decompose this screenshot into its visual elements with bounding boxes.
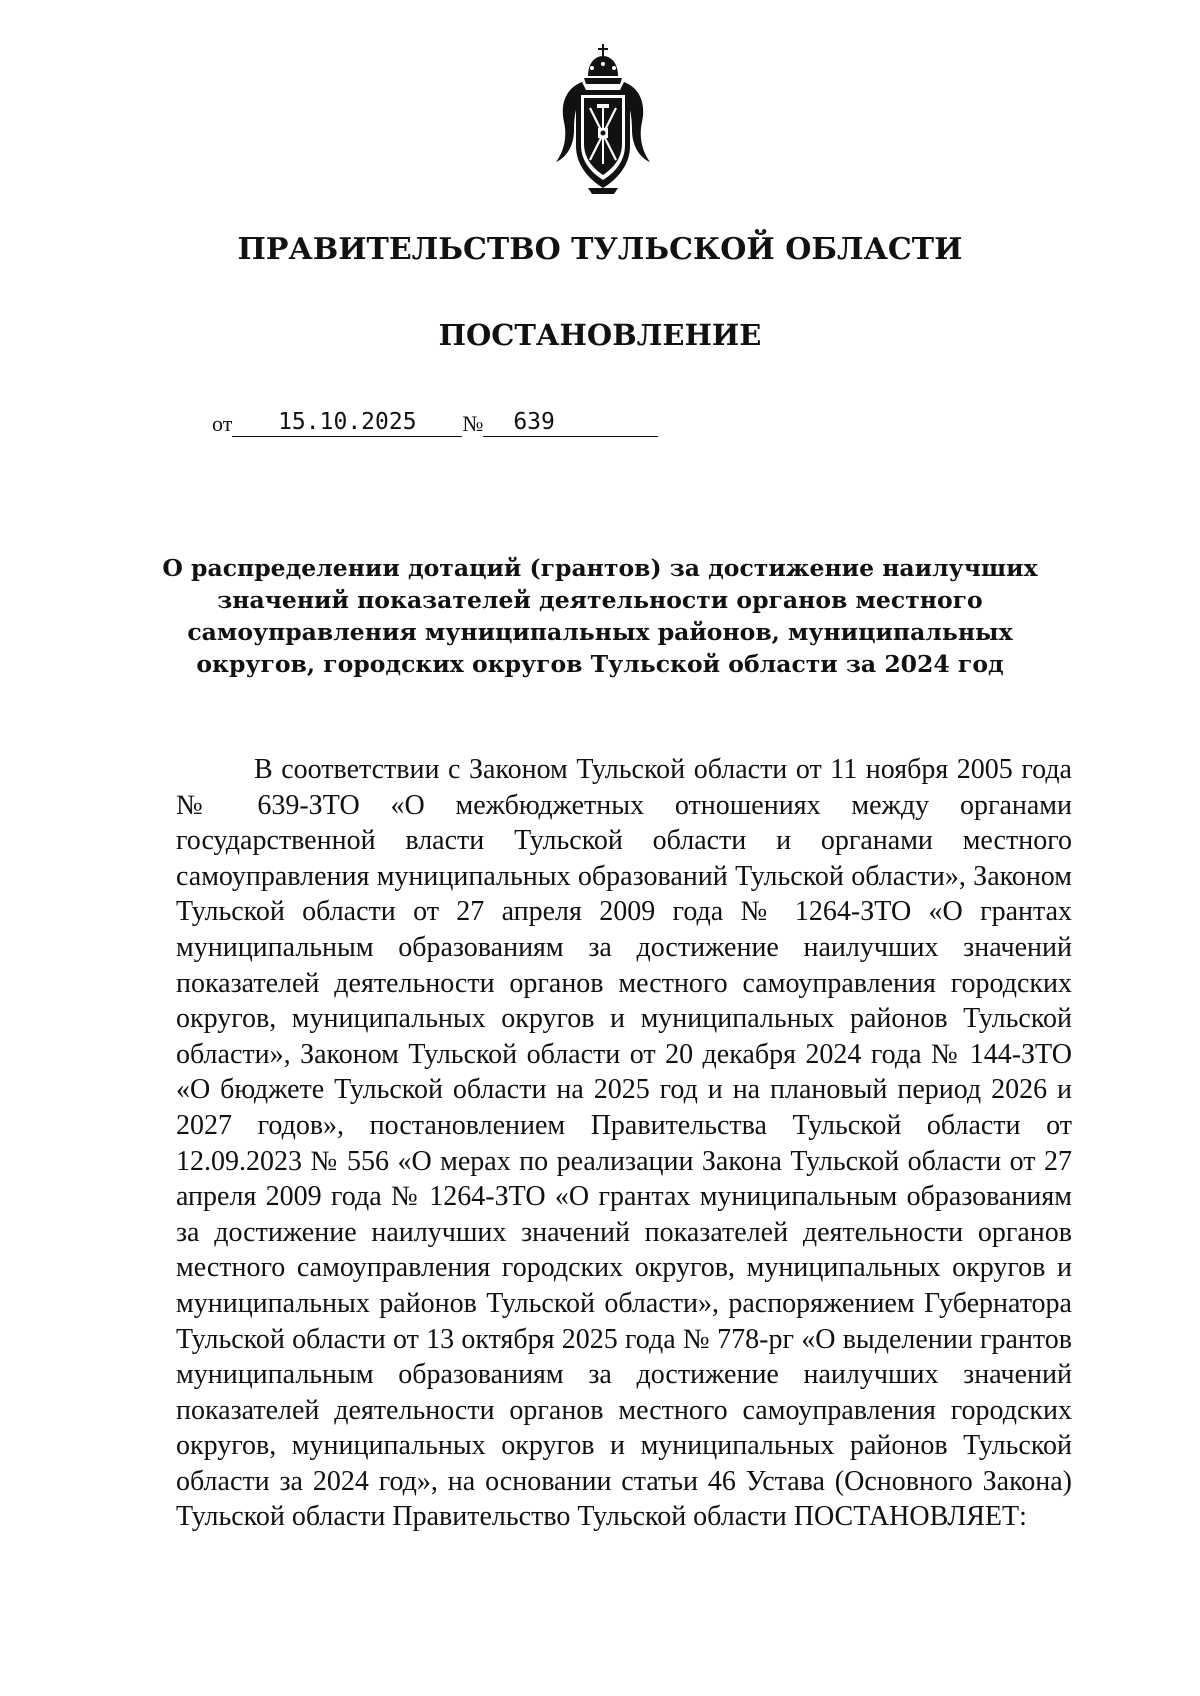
document-type: ПОСТАНОВЛЕНИЕ bbox=[438, 318, 762, 352]
government-name: ПРАВИТЕЛЬСТВО ТУЛЬСКОЙ ОБЛАСТИ bbox=[237, 232, 963, 267]
number-label: № bbox=[462, 411, 484, 436]
document-subject: О распределении дотаций (грантов) за достижение наилучших значений показателей деятельности органов местного самоуправления муниципальных районов, муниципальных округов, городских округов Тульской области за 2024 год bbox=[162, 554, 1038, 678]
date-label: от bbox=[212, 411, 233, 436]
preamble-paragraph: В соответствии с Законом Тульской области от 11 ноября 2005 года № 639-ЗТО «О межбюджетных отношениях между органами государственной власти Тульской области и органами местного самоуправления муниципальных образований Тульской области», Законом Тульской области от 27 апреля 2009 года № 1264-ЗТО «О грантах муниципальным образованиям за достижение наилучших значений показателей деятельности органов местного самоуправления городских округов, муниципальных округов и муниципальных районов Тульской области», Законом Тульской области от 20 декабря 2024 года № 144-ЗТО «О бюджете Тульской области на 2025 год и на плановый период 2026 и 2027 годов», постановлением Правительства Тульской области от 12.09.2023 № 556 «О мерах по реализации Закона Тульской области от 27 апреля 2009 года № 1264-ЗТО «О грантах муниципальным образованиям за достижение наилучших значений показателей деятельности органов местного самоуправления городских округов, муниципальных округов и муниципальных районов Тульской области», распоряжением Губернатора Тульской области от 13 октября 2025 года № 778-рг «О выделении грантов муниципальным образованиям за достижение наилучших значений показателей деятельности органов местного самоуправления городских округов, муниципальных округов и муниципальных районов Тульской области за 2024 год», на основании статьи 46 Устава (Основного Закона) Тульской области Правительство Тульской области ПОСТАНОВЛЯЕТ: bbox=[176, 754, 1072, 1533]
document-requisites bbox=[212, 408, 658, 442]
document-date: 15.10.2025 bbox=[232, 408, 462, 437]
document-number: 639 bbox=[483, 408, 658, 437]
tula-oblast-coat-of-arms-icon bbox=[552, 42, 654, 196]
